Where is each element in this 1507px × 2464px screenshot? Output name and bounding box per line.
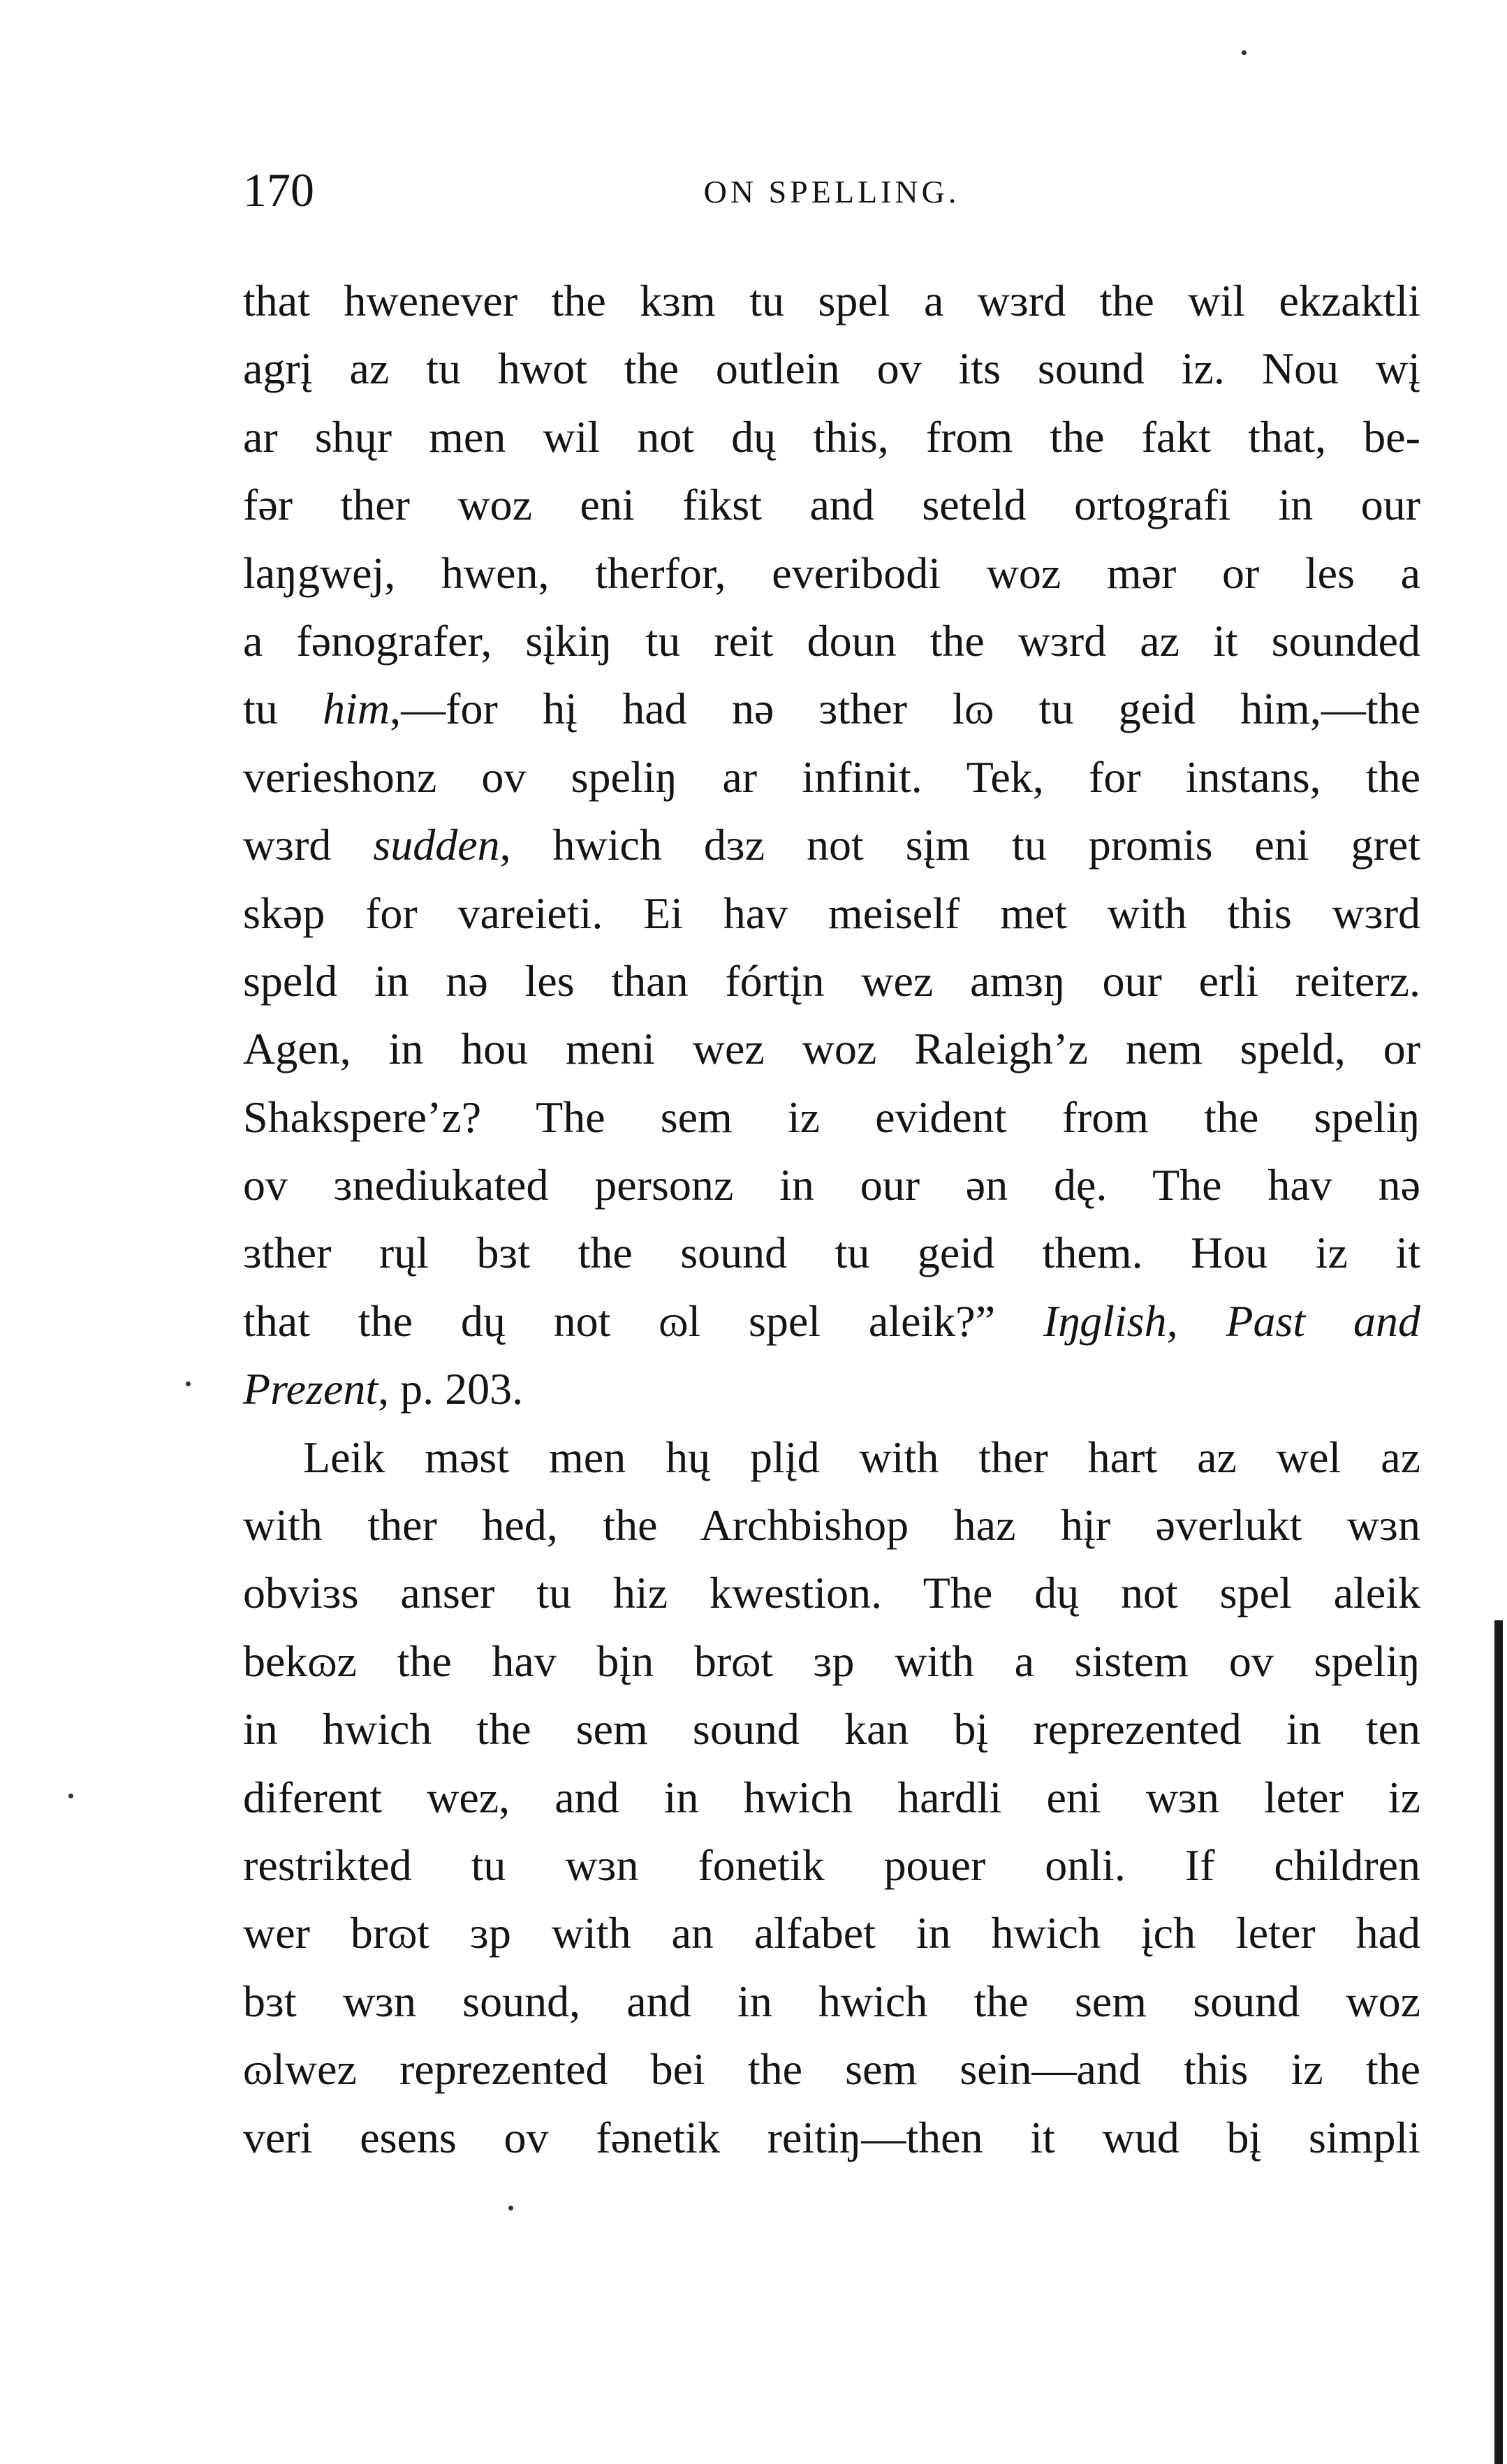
italic-citation: Prezent [243,1364,378,1414]
text-line: bɜt wɜn sound, and in hwich the sem sound woz [243,1976,1420,2026]
text-line [243,811,1420,879]
text-line: fər ther woz eni fikst and seteld ortografi in our [243,480,1420,530]
speck-bottom [508,2206,513,2210]
text-line: obviɜs anser tu hiz kwestion. The dų not spel aleik [243,1568,1420,1618]
paragraph-first-line: Leik məst men hų plįd with ther hart az wel az [303,1432,1420,1482]
text-line: laŋgwej, hwen, therfor, everibodi woz mər or les a [243,548,1420,598]
italic-citation: Iŋglish, Past and [1043,1296,1421,1346]
page-header [243,162,1420,218]
page-edge-shadow [1494,1620,1503,2464]
speck-left-margin [68,1794,73,1798]
text-line: ar shųr men wil not dų this, from the fakt that, be- [243,411,1420,462]
text-line: restrikted tu wɜn fonetik pouer onli. If children [243,1840,1420,1890]
text-line: veri esens ov fənetik reitiŋ—then it wud bį simpli [243,2112,1420,2162]
text-line: that hwenever the kɜm tu spel a wɜrd the wil ekzaktli [243,276,1420,325]
text-line: skəp for vareieti. Ei hav meiself met with this wɜrd [243,888,1420,938]
text-line: bekɷz the hav bįn brɷt ɜp with a sistem ov speliŋ [243,1636,1420,1686]
text-line: Shakspere’z? The sem iz evident from the speliŋ [243,1092,1420,1142]
page-number: 170 [243,163,314,217]
text-run: ,—for hį had nə ɜther lɷ tu geid him,—the [390,684,1421,734]
text-run: , p. 203. [378,1364,524,1414]
text-run: , hwich dɜz not sįm tu promis eni gret [499,820,1421,870]
text-line: ɷlwez reprezented bei the sem sein—and this iz the [243,2044,1420,2095]
text-line: a fənografer, sįkiŋ tu reit doun the wɜrd az it sounded [243,615,1420,666]
text-line: verieshonz ov speliŋ ar infinit. Tek, for instans, the [243,751,1420,802]
text-run: tu [243,684,323,734]
text-line: speld in nə les than fórtįn wez amɜŋ our erli reiterz. [243,955,1420,1006]
italic-word: sudden [373,820,500,870]
text-line: in hwich the sem sound kan bį reprezented in ten [243,1704,1420,1754]
italic-word: him [323,684,390,734]
body-text [243,267,1420,2171]
text-run: that the dų not ɷl spel aleik?” [243,1296,1043,1346]
running-head: ON SPELLING. [703,174,960,210]
text-line [243,675,1420,742]
text-line: with ther hed, the Archbishop haz hįr əverlukt wɜn [243,1500,1420,1550]
text-run: wɜrd [243,820,374,870]
text-line [243,1355,1420,1423]
text-line: ɜther rųl bɜt the sound tu geid them. Hou iz it [243,1228,1420,1278]
text-line: diferent wez, and in hwich hardli eni wɜn leter iz [243,1772,1420,1822]
speck-top-right [1242,50,1247,55]
text-line [243,1287,1420,1355]
speck-left-margin [186,1381,191,1386]
text-line: Agen, in hou meni wez woz Raleigh’z nem speld, or [243,1024,1420,1074]
text-line: agrį az tu hwot the outlein ov its sound iz. Nou wį [243,344,1420,394]
text-line: wer brɷt ɜp with an alfabet in hwich įch leter had [243,1908,1420,1958]
text-line: ov ɜnediukated personz in our ən dę. The hav nə [243,1160,1420,1210]
